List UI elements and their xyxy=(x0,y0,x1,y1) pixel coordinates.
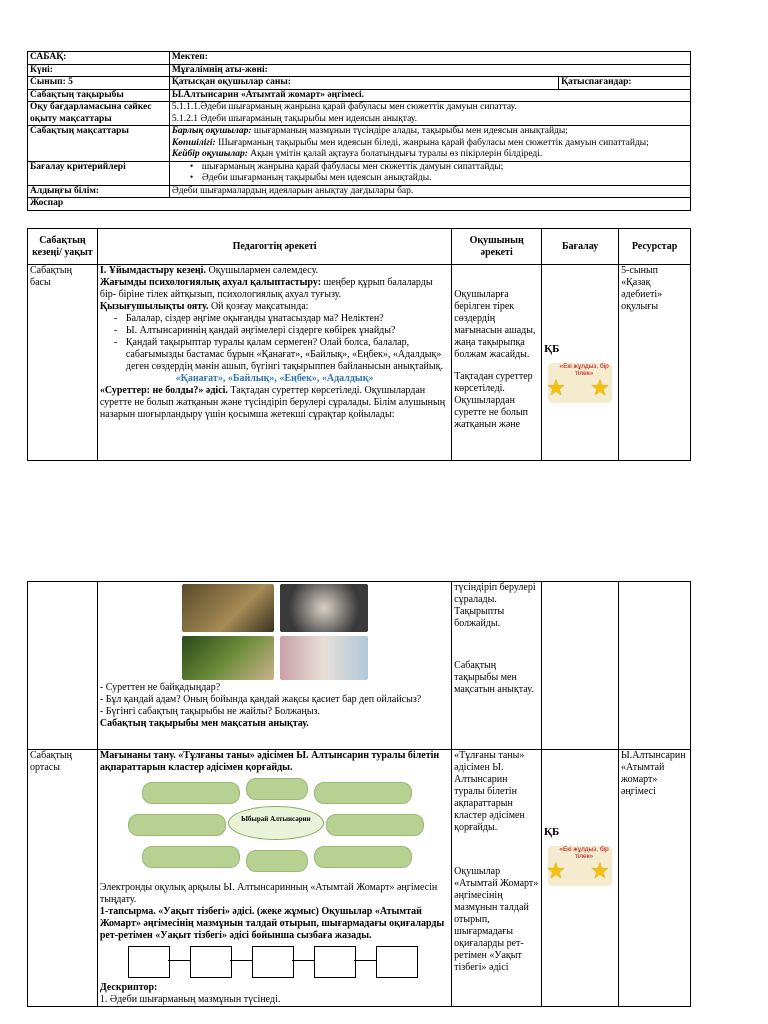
stage-cell: Сабақтың басы xyxy=(28,265,98,461)
criterion-item: • шығарманың жанрына қарай фабуласы мен сюжеттік дамуын сипаттайды; xyxy=(202,162,688,174)
teacher-action-cell xyxy=(97,750,451,1007)
task-1: 1-тапсырма. «Уақыт тізбегі» әдісі. (жеке жұмыс) Оқушылар «Атымтай Жомарт» әңгімесінің мазмұнын талдай отырып, шығармадағы оқиғаларды рет-ретімен «Уақыт тізбегі» әдісі бойынша сызбаға жазады. xyxy=(99,906,445,941)
keywords-line: «Қанағат», «Байлық», «Еңбек», «Адалдық» xyxy=(175,373,374,384)
cluster-branch xyxy=(142,846,240,868)
cluster-branch xyxy=(142,782,240,804)
teacher-action-cell xyxy=(97,582,451,750)
aim-all: Барлық оқушылар: шығарманың мазмұнын түсіндіре алады, тақырыбы мен идеясын анықтайды; xyxy=(171,126,568,136)
timeline-box xyxy=(190,946,232,978)
lesson-header-table xyxy=(27,51,691,211)
prior-knowledge-label: Алдыңғы білім: xyxy=(28,185,170,198)
student-action-cell: «Тұлғаны таны» әдісімен Ы. Алтынсарин туралы білетін ақпараттарын кластер әдісімен қорғайды. Оқушылар «Атымтай Жомарт» әңгімесінің мазмұнын талдай отырып, шығармадағы оқиғаларды рет-ретімен «Уақыт тізбегі» әдісі xyxy=(452,750,542,1007)
method-title: Мағынаны тану. «Тұлғаны таны» әдісімен Ы. Алтынсарин туралы білетін ақпараттарын кластер әдісімен қорғайды. xyxy=(99,750,440,773)
descriptor-item: 1. Әдеби шығарманың мазмұнын түсінеді. xyxy=(99,994,281,1005)
question-item: - Қандай тақырыптар туралы қалам сермеген? Олай болса, балалар, сабағымызды бастамас бұрын «Қанағат», «Байлық», «Еңбек», «Адалдық» деген сөздердің мәнін ашып, бүгінгі тақырыппен байланысын анықтайық. xyxy=(126,337,449,373)
star-icon: ★ xyxy=(589,858,610,883)
eval-cell xyxy=(541,750,618,1007)
learning-objectives-label: Оқу бағдарламасына сәйкес оқыту мақсаттары xyxy=(28,102,170,126)
ebook-line: Электронды оқулық арқылы Ы. Алтынсаринның «Атымтай Жомарт» әңгімесін тыңдату. xyxy=(99,882,438,905)
timeline-box xyxy=(376,946,418,978)
pictures-block xyxy=(100,582,449,682)
eval-cell xyxy=(541,582,618,750)
topic-goal-line: Сабақтың тақырыбы мен мақсатын анықтау. xyxy=(99,718,309,729)
cluster-branch xyxy=(128,814,226,836)
star-icon: ★ xyxy=(546,375,566,400)
cluster-branch xyxy=(314,782,412,804)
criterion-item: • Әдеби шығарманың тақырыбы мен идеясын анықтайды. xyxy=(202,173,688,185)
present-label: Қатысқан оқушылар саны: xyxy=(169,77,558,90)
col-student-header: Оқушының әрекеті xyxy=(452,229,542,265)
assessment-criteria-value xyxy=(169,161,690,185)
timeline-arrow xyxy=(230,960,252,961)
two-stars-one-wish-badge: ★ ★ «Екі жұлдыз, бір тілек» xyxy=(544,357,616,409)
assessment-criteria-label: Бағалау критерийлері xyxy=(28,161,170,185)
cluster-branch xyxy=(246,778,308,800)
question-item: - Ы. Алтынсариннің қандай әңгімелері сіздерге көбірек ұнайды? xyxy=(126,325,449,337)
eval-cell xyxy=(542,265,619,461)
lesson-plan-table-continued xyxy=(27,581,691,1007)
question-item: - Бүгінгі сабақтың тақырыбы не жайлы? Болжаңыз. xyxy=(99,706,321,717)
timeline-box xyxy=(128,946,170,978)
col-eval-header: Бағалау xyxy=(542,229,619,265)
lesson-aims-label: Сабақтың мақсаттары xyxy=(28,126,170,162)
col-teacher-header: Педагогтің әрекеті xyxy=(97,229,451,265)
descriptor-label: Дескриптор: xyxy=(99,982,158,993)
school-label: Мектеп: xyxy=(169,52,690,65)
aim-some: Кейбір оқушылар: Ақын үмітін қалай ақтауға болатындығы туралы өз пікірлерін білдіреді. xyxy=(171,149,543,159)
two-stars-one-wish-badge: ★ ★ «Екі жұлдыз, бір тілек» xyxy=(544,840,616,892)
stage-cell-middle: Сабақтың ортасы xyxy=(28,750,98,1007)
objective-1: 5.1.1.1.Әдеби шығарманың жанрына қарай фабуласы мен сюжеттік дамуын сипаттау. xyxy=(171,102,517,112)
plan-label: Жоспар xyxy=(28,198,691,211)
lesson-label: САБАҚ: xyxy=(28,52,170,65)
formative-assessment-label: ҚБ xyxy=(544,343,560,355)
topic-label: Сабақтың тақырыбы xyxy=(28,89,170,102)
girl-receiving-gift-photo xyxy=(280,636,368,680)
cluster-diagram xyxy=(100,776,449,872)
student-action-cell: Оқушыларға берілген тірек сөздердің мағынасын ашады, жаңа тақырыпқа болжам жасайды. Тақтадан суреттер көрсетіледі. Оқушылардан суретте не болып жатқанын және xyxy=(452,265,542,461)
cluster-branch xyxy=(246,850,308,872)
timeline-arrow xyxy=(168,960,190,961)
date-label: Күні: xyxy=(28,64,170,77)
hands-with-coins-photo xyxy=(182,584,274,632)
star-icon: ★ xyxy=(545,858,566,883)
question-item: - Бұл қандай адам? Оның бойында қандай жақсы қасиет бар деп ойлайсыз? xyxy=(99,694,422,705)
learning-objectives-value xyxy=(169,102,690,126)
resource-cell xyxy=(618,582,690,750)
lesson-aims-value xyxy=(169,126,690,162)
question-item: - Балалар, сіздер әңгіме оқығанды ұнатасыздар ма? Неліктен? xyxy=(126,313,449,325)
grade-label: Сынып: 5 xyxy=(28,77,170,90)
aim-many: Көпшілігі: Шығарманың тақырыбы мен идеясын біледі, жанрына қарай фабуласы мен сюжеттік дамуын сипаттайды; xyxy=(171,137,649,148)
col-stage-header: Сабақтың кезеңі/ уақыт xyxy=(28,229,98,265)
star-icon: ★ xyxy=(590,375,610,400)
prior-knowledge-value: Әдеби шығармалардың идеяларын анықтау дағдылары бар. xyxy=(169,185,690,198)
cluster-branch xyxy=(314,846,412,868)
resource-cell: Ы.Алтынсарин «Атымтай жомарт» әңгімесі xyxy=(618,750,690,1007)
timeline-diagram xyxy=(100,942,449,982)
teacher-label: Мұғалімнің аты-жөні: xyxy=(169,64,690,77)
timeline-arrow xyxy=(292,960,314,961)
cluster-center: Ыбырай Алтынсарин xyxy=(228,806,324,840)
timeline-box xyxy=(314,946,356,978)
question-item: - Суреттен не байқадыңдар? xyxy=(99,682,221,693)
objective-2: 5.1.2.1 Әдеби шығарманың тақырыбы мен идеясын анықтау. xyxy=(171,113,417,124)
student-action-cell: түсіндіріп берулері сұралады. Тақырыпты болжайды. Сабақтың тақырыбы мен мақсатын анықтау. xyxy=(452,582,542,750)
col-resource-header: Ресурстар xyxy=(619,229,691,265)
timeline-box xyxy=(252,946,294,978)
stage-cell xyxy=(28,582,98,750)
cluster-branch xyxy=(326,814,424,836)
resource-cell: 5-сынып «Қазақ әдебиеті» оқулығы xyxy=(619,265,691,461)
formative-assessment-label: ҚБ xyxy=(543,826,560,838)
timeline-arrow xyxy=(354,960,376,961)
topic-value: Ы.Алтынсарин «Атымтай жомарт» әңгімесі. xyxy=(169,89,690,102)
teacher-action-cell: І. Ұйымдастыру кезеңі. Оқушылармен сәлемдесу. Жағымды психологиялық ахуал қалыптастыру: шеңбер құрып балаларды бір- біріне тілек айтқызып, психологиялық ахуал туғызу. Қызығушылықты ояту. Ой қозғау мақсатында: - Балалар, сіздер әңгіме оқығанды ұнатасыздар ма? Неліктен? - Ы. Алтынсариннің қандай әңгімелері сіздерге көбірек ұнайды? - Қандай тақырыптар туралы қалам сермеген? Олай болса, балалар, сабағымызды бастамас бұрын «Қанағат», «Байлық», «Еңбек», «Адалдық» деген сөздердің мәнін ашып, бүгінгі тақырыппен байланысын анықтайық. «Қанағат», «Байлық», «Еңбек», «Адалдық» «Суреттер: не болды?» әдісі. Тақтадан суреттер көрсетіледі. Оқушылардан суретте не болып жатқанын және түсіндіріп берулері сұралады. Білім алушының назарын шоғырландыру үшін қосымша жетекші сұрақтар қойылады: xyxy=(97,265,451,461)
absent-label: Қатыспағандар: xyxy=(559,77,691,90)
family-meal-photo xyxy=(182,636,274,680)
lesson-plan-table xyxy=(27,228,691,461)
cupped-hands-photo xyxy=(280,584,368,632)
